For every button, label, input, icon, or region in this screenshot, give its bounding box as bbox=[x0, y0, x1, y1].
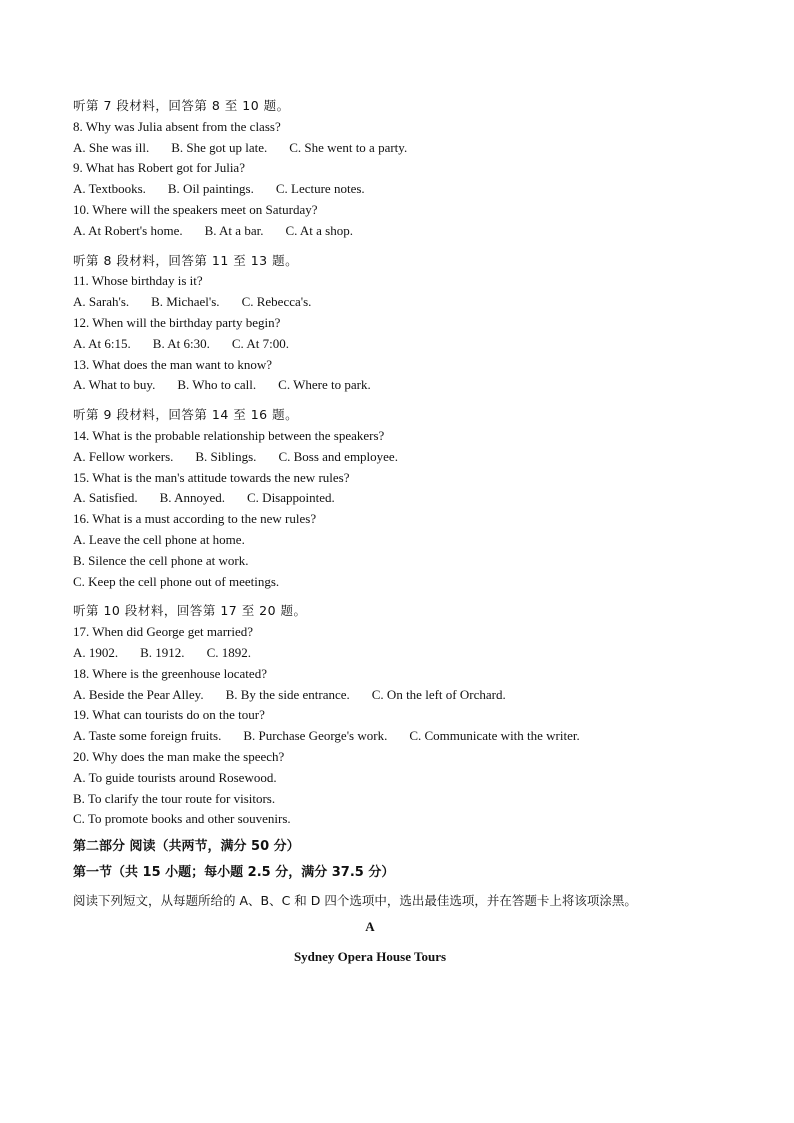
passage-label: A bbox=[365, 919, 375, 935]
answer-option: B. Annoyed. bbox=[159, 490, 226, 506]
options-row bbox=[73, 488, 723, 509]
question-text: 15. What is the man's attitude towards the new rules? bbox=[73, 469, 350, 485]
options-row bbox=[73, 292, 723, 313]
answer-option: C. Keep the cell phone out of meetings. bbox=[73, 573, 280, 589]
answer-option: A. At Robert's home. bbox=[73, 222, 183, 238]
section-header: 听第 8 段材料，回答第 11 至 13 题。 bbox=[73, 252, 299, 268]
answer-option: B. Siblings. bbox=[195, 448, 257, 464]
answer-option: C. At 7:00. bbox=[231, 335, 289, 351]
answer-option: B. 1912. bbox=[140, 644, 185, 660]
question-text: 17. When did George get married? bbox=[73, 624, 254, 640]
answer-option: B. Michael's. bbox=[151, 294, 220, 310]
question-text: 16. What is a must according to the new rules? bbox=[73, 511, 317, 527]
answer-option: B. Oil paintings. bbox=[167, 181, 254, 197]
answer-option: A. To guide tourists around Rosewood. bbox=[73, 769, 277, 785]
question-text: 13. What does the man want to know? bbox=[73, 356, 273, 372]
answer-option: B. At a bar. bbox=[204, 222, 264, 238]
answer-option: B. By the side entrance. bbox=[225, 686, 350, 702]
passage-title: Sydney Opera House Tours bbox=[293, 949, 447, 965]
question-text: 14. What is the probable relationship between the speakers? bbox=[73, 427, 385, 443]
answer-option: C. On the left of Orchard. bbox=[371, 686, 506, 702]
question-text: 8. Why was Julia absent from the class? bbox=[73, 118, 281, 134]
question-text: 11. Whose birthday is it? bbox=[73, 273, 203, 289]
answer-option: C. She went to a party. bbox=[289, 139, 408, 155]
question-text: 12. When will the birthday party begin? bbox=[73, 314, 281, 330]
options-row bbox=[73, 375, 723, 396]
options-row bbox=[73, 138, 723, 159]
question-text: 18. Where is the greenhouse located? bbox=[73, 665, 267, 681]
question-text: 19. What can tourists do on the tour? bbox=[73, 707, 265, 723]
section-header: 听第 10 段材料，回答第 17 至 20 题。 bbox=[73, 603, 307, 619]
answer-option: A. Textbooks. bbox=[73, 181, 146, 197]
answer-option: C. Lecture notes. bbox=[275, 181, 365, 197]
section-header: 听第 9 段材料，回答第 14 至 16 题。 bbox=[73, 407, 299, 423]
exam-content bbox=[73, 96, 723, 972]
answer-option: A. She was ill. bbox=[73, 139, 150, 155]
answer-option: C. At a shop. bbox=[285, 222, 353, 238]
answer-option: B. To clarify the tour route for visitors. bbox=[73, 790, 276, 806]
options-row bbox=[73, 447, 723, 468]
answer-option: B. At 6:30. bbox=[152, 335, 210, 351]
answer-option: A. At 6:15. bbox=[73, 335, 131, 351]
options-row bbox=[73, 334, 723, 355]
instructions: 阅读下列短文，从每题所给的 A、B、C 和 D 四个选项中，选出最佳选项，并在答题卡上将该项涂黑。 bbox=[73, 893, 637, 909]
answer-option: A. Taste some foreign fruits. bbox=[73, 728, 222, 744]
question-text: 20. Why does the man make the speech? bbox=[73, 748, 285, 764]
answer-option: C. 1892. bbox=[206, 644, 251, 660]
options-row bbox=[73, 726, 723, 747]
answer-option: C. Where to park. bbox=[278, 377, 371, 393]
section-header: 听第 7 段材料，回答第 8 至 10 题。 bbox=[73, 98, 290, 113]
question-text: 10. Where will the speakers meet on Saturday? bbox=[73, 201, 318, 217]
answer-option: C. Disappointed. bbox=[247, 490, 335, 506]
answer-option: C. Communicate with the writer. bbox=[409, 728, 580, 744]
answer-option: A. What to buy. bbox=[73, 377, 156, 393]
options-row bbox=[73, 643, 723, 664]
answer-option: C. To promote books and other souvenirs. bbox=[73, 811, 291, 827]
answer-option: C. Boss and employee. bbox=[278, 448, 398, 464]
answer-option: C. Rebecca's. bbox=[241, 294, 312, 310]
answer-option: B. Purchase George's work. bbox=[243, 728, 388, 744]
options-row bbox=[73, 179, 723, 200]
answer-option: A. Beside the Pear Alley. bbox=[73, 686, 204, 702]
section-title: 第一节（共 15 小题；每小题 2.5 分，满分 37.5 分） bbox=[73, 865, 395, 881]
part-title: 第二部分 阅读（共两节，满分 50 分） bbox=[73, 839, 300, 855]
options-row bbox=[73, 221, 723, 242]
answer-option: B. She got up late. bbox=[171, 139, 268, 155]
answer-option: B. Who to call. bbox=[177, 377, 257, 393]
answer-option: A. Leave the cell phone at home. bbox=[73, 531, 245, 547]
answer-option: A. Sarah's. bbox=[73, 294, 130, 310]
answer-option: A. Satisfied. bbox=[73, 490, 138, 506]
answer-option: A. Fellow workers. bbox=[73, 448, 174, 464]
options-row bbox=[73, 685, 723, 706]
question-text: 9. What has Robert got for Julia? bbox=[73, 160, 245, 176]
answer-option: B. Silence the cell phone at work. bbox=[73, 552, 249, 568]
answer-option: A. 1902. bbox=[73, 644, 119, 660]
